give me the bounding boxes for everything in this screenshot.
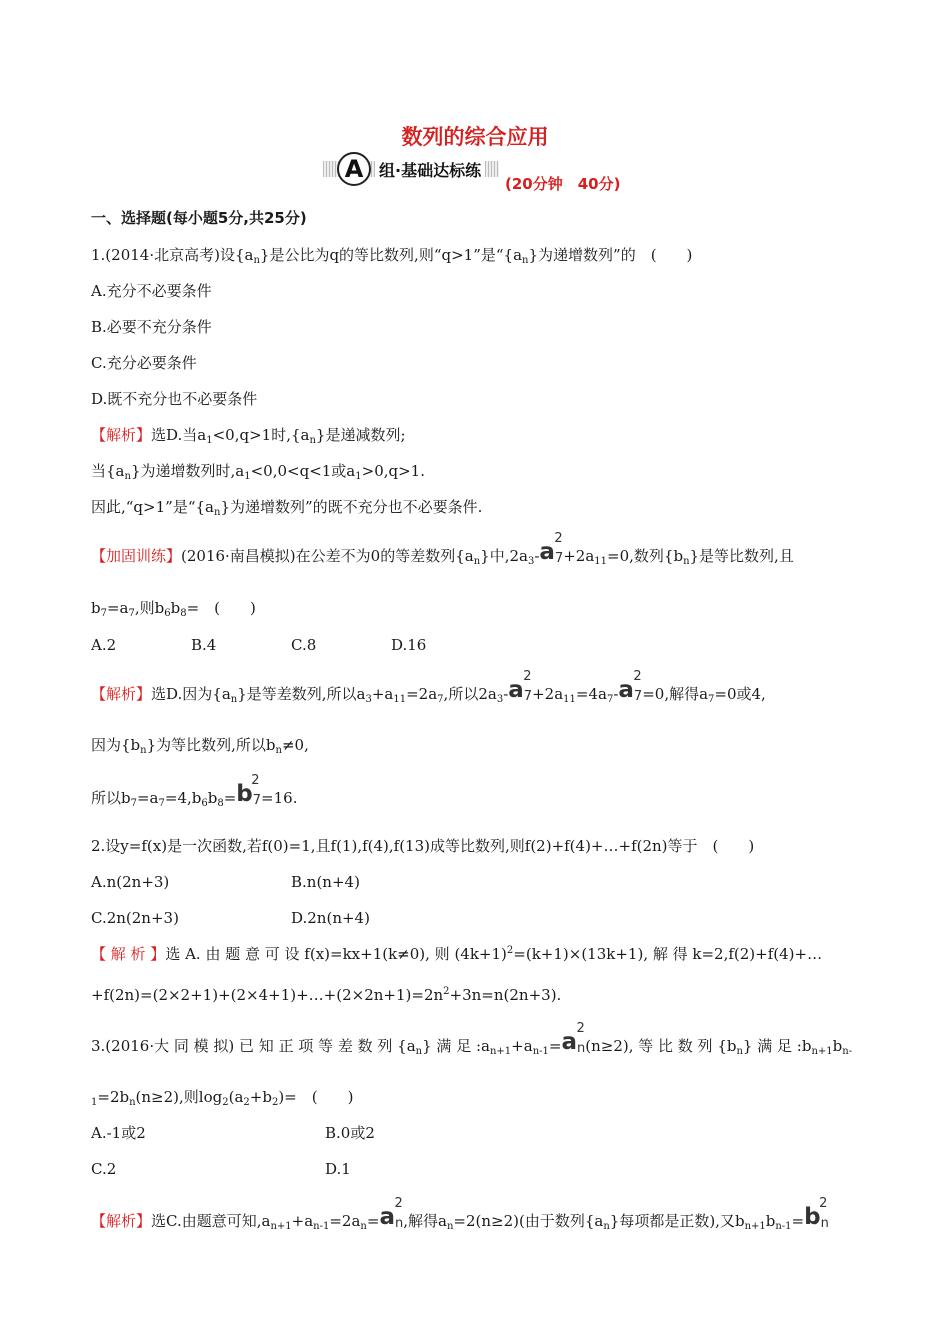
jiexi-tag: 【解析】 bbox=[91, 426, 152, 444]
q3-answer-line1: 【解析】选C.由题意可知$,a_{n+1}+a_{n-1}=2a_n=an$ 2 ,解得$a_n=2(n\ge 2)$(由于数列$\{a_n\}$每项都是正数),又$b_{n+1}b_{n-1}=bn$ 2 bbox=[91, 1196, 829, 1232]
jiagu-tag: 【加固训练】 bbox=[91, 547, 182, 565]
a7-squared: a7 2 bbox=[508, 669, 533, 704]
jg-option-a: A.2 bbox=[91, 636, 117, 654]
bn-squared: bn 2 bbox=[804, 1196, 829, 1231]
q2-options-row1 bbox=[91, 872, 360, 892]
q1-option-a: A.充分不必要条件 bbox=[91, 282, 212, 300]
jg-stem-line1: 【加固训练】(2016·南昌模拟)在公差不为0的等差数列$\{a_n\}$中$,2a_3-a7$ 2 $+2a_{11}=0$,数列$\{b_n\}$是等比数列,且 bbox=[91, 531, 794, 567]
jg-option-c: C.8 bbox=[291, 636, 317, 654]
q1-option-b: B.必要不充分条件 bbox=[91, 318, 212, 336]
q3-options-row2 bbox=[91, 1159, 351, 1179]
q1-answer-line1: 【解析】选D.当$a_1<0,q>1$时$,\{a_n\}$是递减数列; bbox=[91, 426, 406, 446]
q2-options-row2 bbox=[91, 908, 370, 928]
q3-option-d: D.1 bbox=[325, 1160, 351, 1178]
jg-stem-line2: $b_7=a_7$,则$b_6b_8=$ ( ) bbox=[91, 599, 256, 619]
q3-options-row1 bbox=[91, 1123, 375, 1143]
q3-option-a: A.-1或2 bbox=[91, 1124, 146, 1142]
q1-option-c: C.充分必要条件 bbox=[91, 354, 197, 372]
jg-option-d: D.16 bbox=[391, 636, 427, 654]
q2-option-b: B.n(n+4) bbox=[291, 873, 360, 891]
q2-stem: 2.设y=f(x)是一次函数,若f(0)=1,且f(1),f(4),f(13)成等比数列,则f(2)+f(4)+…+f(2n)等于 ( ) bbox=[91, 837, 755, 855]
q1-stem: 1.(2014·北京高考)设$\{a_n\}$是公比为q的等比数列,则“q>1”是“$\{a_n\}$为递增数列”的 ( ) bbox=[91, 246, 693, 266]
time-score: (20分钟 40分) bbox=[505, 175, 621, 193]
an-squared: an 2 bbox=[379, 1196, 404, 1231]
q2-option-a: A.n(2n+3) bbox=[91, 873, 170, 891]
q1-option-d: D.既不充分也不必要条件 bbox=[91, 390, 258, 408]
jg-answer-line1: 【解析】选D.因为$\{a_n\}$是等差数列,所以$a_3+a_{11}=2a_7$,所以$2a_3-a7$ 2 $+2a_{11}=4a_7-a7$ 2 =0,解得$a_7=0$或4, bbox=[91, 669, 766, 705]
q2-option-d: D.2n(n+4) bbox=[291, 909, 370, 927]
jg-answer-line2: 因为$\{b_n\}$为等比数列,所以$b_n\ne 0$, bbox=[91, 736, 309, 756]
a7-squared: a7 2 bbox=[618, 669, 643, 704]
badge-text: 组·基础达标练 bbox=[375, 158, 485, 181]
q2-answer-line1: 【 解 析 】选 A. 由 题 意 可 设 f(x)=kx+1(k≠0), 则 $(4k+1)^2=(k+1)\times(13k+1)$, 解 得 k=2,f(2)+f(4)+… bbox=[91, 945, 823, 963]
jg-options bbox=[91, 635, 426, 655]
jg-option-b: B.4 bbox=[191, 636, 217, 654]
a7-squared: a7 2 bbox=[539, 531, 564, 566]
q1-answer-line3: 因此,“q>1”是“$\{a_n\}$为递增数列”的既不充分也不必要条件. bbox=[91, 498, 483, 518]
q3-option-b: B.0或2 bbox=[325, 1124, 375, 1142]
section-heading: 一、选择题(每小题5分,共25分) bbox=[91, 209, 307, 227]
q2-answer-line2: $+f(2n)=(2\times 2+1)+(2\times 4+1)+\dots+(2\times 2n+1)=2n^2+3n=n(2n+3)$. bbox=[91, 986, 562, 1004]
page-title: 数列的综合应用 bbox=[401, 125, 549, 149]
badge-letter: A bbox=[337, 152, 371, 186]
q3-stem-line1: 3.(2016·大 同 模 拟) 已 知 正 项 等 差 数 列 $\{a_n\}$ 满 足 $:a_{n+1}+a_{n-1}=an$ 2 (n≥2), 等 比 数 列 $\{b_n\}$ 满 足 $:b_{n+1}b_{n-}$ bbox=[91, 1021, 853, 1057]
q3-stem-line2: $_1=2b_n(n\ge 2)$,则$\log_2(a_2+b_2)=$ ( ) bbox=[91, 1088, 354, 1108]
b7-squared: b7 2 bbox=[236, 773, 262, 808]
jg-answer-line3: 所以$b_7=a_7=4,b_6b_8=b7$ 2 =16. bbox=[91, 773, 298, 809]
q3-option-c: C.2 bbox=[91, 1160, 117, 1178]
an-squared: an 2 bbox=[561, 1021, 586, 1056]
q2-option-c: C.2n(2n+3) bbox=[91, 909, 179, 927]
q1-answer-line2: 当$\{a_n\}$为递增数列时$,a_1<0,0<q<1$或$a_1>0,q>1$. bbox=[91, 462, 425, 482]
group-badge bbox=[323, 152, 499, 184]
